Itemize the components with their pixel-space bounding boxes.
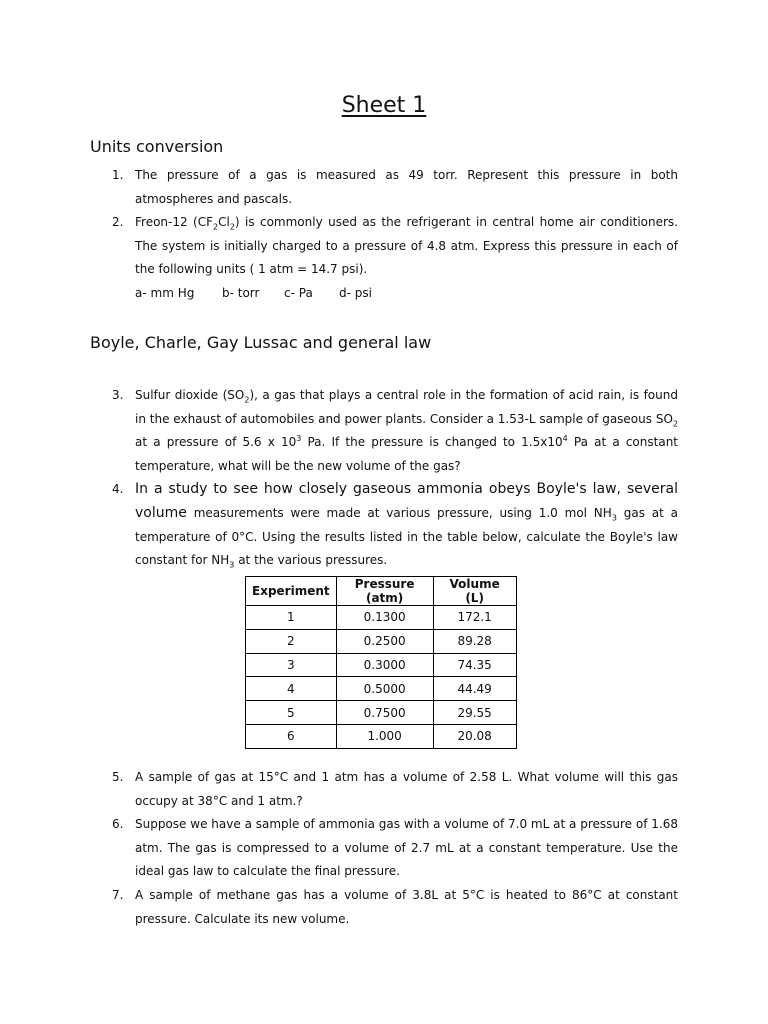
table-row <box>246 653 517 677</box>
question-number: 6. <box>112 817 124 832</box>
table-cell: 44.49 <box>433 677 516 701</box>
table-cell: 172.1 <box>433 606 516 630</box>
table-row <box>246 724 517 748</box>
question-2 <box>90 211 678 305</box>
table-cell: 89.28 <box>433 629 516 653</box>
table-cell: 6 <box>246 724 337 748</box>
table-row <box>246 629 517 653</box>
table-row <box>246 677 517 701</box>
question-text: Sulfur dioxide $(SO_2)$, a gas that plays a central role in the formation of acid rain, is found in the exhaust of automobiles and power plants. Consider a 1.53-L sample of gaseous $SO_2$ at a pressure of 5.6 x $10^3$ Pa. If the pressure is changed to $1.5x10^4$ Pa at a constant temperature, what will be the new volume of the gas? <box>135 388 679 473</box>
table-row <box>246 701 517 725</box>
question-1 <box>90 164 678 211</box>
table-cell: 29.55 <box>433 701 516 725</box>
section-heading-gas-laws: Boyle, Charle, Gay Lussac and general law <box>90 333 432 352</box>
question-7 <box>90 884 678 931</box>
option-d: d- psi <box>339 285 372 300</box>
option-list <box>135 282 678 306</box>
question-3 <box>90 384 678 478</box>
option-c: c- Pa <box>284 285 313 300</box>
question-number: 2. <box>112 215 124 230</box>
page-title: Sheet 1 <box>341 93 427 118</box>
table-cell: 20.08 <box>433 724 516 748</box>
question-text: A sample of methane gas has a volume of 3.8L at 5°C is heated to 86°C at constant pressure. Calculate its new volume. <box>135 887 678 926</box>
question-5 <box>90 766 678 813</box>
table-row <box>246 606 517 630</box>
table-cell: 0.2500 <box>336 629 433 653</box>
table-cell: 0.1300 <box>336 606 433 630</box>
table-cell: 4 <box>246 677 337 701</box>
question-number: 1. <box>112 168 124 182</box>
table-cell: 3 <box>246 653 337 677</box>
table-cell: 74.35 <box>433 653 516 677</box>
question-number: 4. <box>112 482 124 497</box>
question-list-continued <box>90 766 678 931</box>
question-number: 7. <box>112 887 124 902</box>
table-header-row <box>246 577 517 606</box>
table-cell: 0.7500 <box>336 701 433 725</box>
section-heading-units-conversion: Units conversion <box>90 137 224 156</box>
question-list-gas-laws <box>90 384 678 573</box>
question-text: The pressure of a gas is measured as 49 torr. Represent this pressure in both atmospheres and pascals. <box>135 168 678 206</box>
table-cell: 0.5000 <box>336 677 433 701</box>
table-cell: 2 <box>246 629 337 653</box>
question-list-units <box>90 164 678 306</box>
question-text: Freon-12 $(CF_2Cl_2)$ is commonly used as the refrigerant in central home air conditioners. The system is initially charged to a pressure of 4.8 atm. Express this pressure in each of the following units ( 1 atm = 14.7 psi). <box>135 215 678 277</box>
question-6 <box>90 813 678 884</box>
option-a: a- mm Hg <box>135 285 195 300</box>
table-cell: 5 <box>246 701 337 725</box>
column-header-pressure: Pressure (atm) <box>336 577 433 606</box>
question-text: A sample of gas at 15°C and 1 atm has a volume of 2.58 L. What volume will this gas occupy at 38°C and 1 atm.? <box>135 770 678 808</box>
table-cell: 0.3000 <box>336 653 433 677</box>
ammonia-data-table <box>245 576 517 749</box>
question-text: In a study to see how closely gaseous ammonia obeys Boyle's law, several volume measurements were made at various pressure, using 1.0 mol $NH_3$ gas at a temperature of 0°C. Using the results listed in the table below, calculate the Boyle's law constant for $NH_3$ at the various pressures. <box>135 481 678 570</box>
table-cell: 1.000 <box>336 724 433 748</box>
table-cell: 1 <box>246 606 337 630</box>
column-header-experiment: Experiment <box>246 577 337 606</box>
option-b: b- torr <box>222 285 260 300</box>
question-text: Suppose we have a sample of ammonia gas with a volume of 7.0 mL at a pressure of 1.68 atm. The gas is compressed to a volume of 2.7 mL at a constant temperature. Use the ideal gas law to calculate the final pressure. <box>135 817 678 879</box>
question-number: 3. <box>112 388 124 402</box>
question-number: 5. <box>112 770 124 784</box>
column-header-volume: Volume (L) <box>433 577 516 606</box>
question-4 <box>90 478 678 572</box>
